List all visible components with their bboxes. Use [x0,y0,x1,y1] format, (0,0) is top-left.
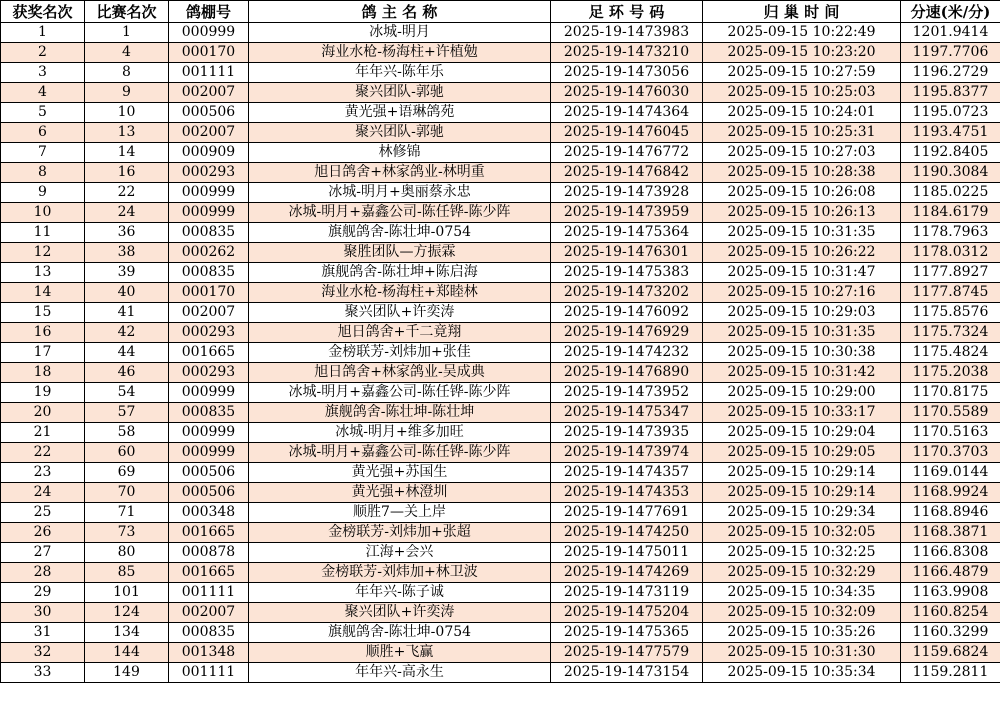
table-row [1,163,1000,183]
table-row [1,563,1000,583]
cell-return-time: 2025-09-15 10:31:30 [703,643,901,663]
cell-award-rank: 33 [1,663,85,683]
cell-return-time: 2025-09-15 10:26:08 [703,183,901,203]
cell-speed: 1168.9924 [901,483,1000,503]
cell-race-rank: 71 [85,503,169,523]
table-row [1,223,1000,243]
cell-loft-number: 002007 [169,83,249,103]
cell-award-rank: 15 [1,303,85,323]
cell-race-rank: 80 [85,543,169,563]
cell-speed: 1175.7324 [901,323,1000,343]
table-row [1,343,1000,363]
cell-owner-name: 聚兴团队-郭驰 [249,123,551,143]
cell-award-rank: 26 [1,523,85,543]
cell-race-rank: 9 [85,83,169,103]
cell-award-rank: 24 [1,483,85,503]
table-row [1,203,1000,223]
cell-ring-number: 2025-19-1473154 [551,663,703,683]
cell-award-rank: 32 [1,643,85,663]
cell-speed: 1170.8175 [901,383,1000,403]
cell-owner-name: 旭日鸽舍+千二竟翔 [249,323,551,343]
cell-ring-number: 2025-19-1476301 [551,243,703,263]
cell-owner-name: 冰城-明月+嘉鑫公司-陈任铧-陈少阵 [249,443,551,463]
cell-speed: 1169.0144 [901,463,1000,483]
cell-owner-name: 冰城-明月+嘉鑫公司-陈任铧-陈少阵 [249,383,551,403]
cell-ring-number: 2025-19-1473202 [551,283,703,303]
cell-owner-name: 旭日鸽舍+林家鸽业-吴成典 [249,363,551,383]
cell-award-rank: 7 [1,143,85,163]
cell-ring-number: 2025-19-1476045 [551,123,703,143]
cell-loft-number: 001665 [169,523,249,543]
cell-loft-number: 000348 [169,503,249,523]
cell-owner-name: 金榜联芳-刘炜加+林卫波 [249,563,551,583]
cell-ring-number: 2025-19-1473959 [551,203,703,223]
cell-ring-number: 2025-19-1474250 [551,523,703,543]
cell-speed: 1175.8576 [901,303,1000,323]
cell-award-rank: 29 [1,583,85,603]
header-loft-number: 鸽棚号 [169,1,249,23]
cell-owner-name: 年年兴-高永生 [249,663,551,683]
cell-ring-number: 2025-19-1475204 [551,603,703,623]
cell-award-rank: 4 [1,83,85,103]
table-row [1,23,1000,43]
header-award-rank: 获奖名次 [1,1,85,23]
cell-race-rank: 40 [85,283,169,303]
cell-race-rank: 41 [85,303,169,323]
cell-award-rank: 3 [1,63,85,83]
cell-loft-number: 000999 [169,203,249,223]
cell-loft-number: 000999 [169,183,249,203]
cell-ring-number: 2025-19-1477579 [551,643,703,663]
table-row [1,583,1000,603]
cell-return-time: 2025-09-15 10:34:35 [703,583,901,603]
cell-award-rank: 30 [1,603,85,623]
cell-race-rank: 8 [85,63,169,83]
table-row [1,463,1000,483]
cell-owner-name: 顺胜+飞赢 [249,643,551,663]
header-speed: 分速(米/分) [901,1,1000,23]
cell-race-rank: 44 [85,343,169,363]
cell-return-time: 2025-09-15 10:31:35 [703,223,901,243]
cell-return-time: 2025-09-15 10:29:14 [703,463,901,483]
cell-ring-number: 2025-19-1473935 [551,423,703,443]
cell-ring-number: 2025-19-1475383 [551,263,703,283]
cell-race-rank: 4 [85,43,169,63]
table-row [1,263,1000,283]
cell-award-rank: 28 [1,563,85,583]
cell-award-rank: 20 [1,403,85,423]
table-row [1,643,1000,663]
cell-race-rank: 60 [85,443,169,463]
cell-loft-number: 000506 [169,103,249,123]
cell-owner-name: 黄光强+苏国生 [249,463,551,483]
cell-award-rank: 1 [1,23,85,43]
cell-loft-number: 000999 [169,383,249,403]
cell-loft-number: 002007 [169,603,249,623]
cell-award-rank: 16 [1,323,85,343]
cell-owner-name: 金榜联芳-刘炜加+张超 [249,523,551,543]
cell-race-rank: 70 [85,483,169,503]
table-row [1,103,1000,123]
cell-race-rank: 13 [85,123,169,143]
cell-loft-number: 001111 [169,663,249,683]
cell-owner-name: 冰城-明月+奥丽蔡永忠 [249,183,551,203]
cell-ring-number: 2025-19-1475347 [551,403,703,423]
cell-owner-name: 海业水枪-杨海柱+许植勉 [249,43,551,63]
cell-ring-number: 2025-19-1477691 [551,503,703,523]
table-row [1,523,1000,543]
cell-owner-name: 聚兴团队+许奕涛 [249,603,551,623]
cell-race-rank: 39 [85,263,169,283]
cell-speed: 1178.0312 [901,243,1000,263]
cell-ring-number: 2025-19-1473119 [551,583,703,603]
cell-award-rank: 9 [1,183,85,203]
cell-speed: 1177.8927 [901,263,1000,283]
cell-ring-number: 2025-19-1474364 [551,103,703,123]
table-row [1,663,1000,683]
cell-race-rank: 134 [85,623,169,643]
cell-owner-name: 冰城-明月+维多加旺 [249,423,551,443]
cell-speed: 1160.3299 [901,623,1000,643]
cell-owner-name: 旭日鸽舍+林家鸽业-林明重 [249,163,551,183]
table-row [1,183,1000,203]
cell-race-rank: 73 [85,523,169,543]
cell-owner-name: 林修锦 [249,143,551,163]
cell-speed: 1170.5163 [901,423,1000,443]
cell-return-time: 2025-09-15 10:29:03 [703,303,901,323]
cell-return-time: 2025-09-15 10:29:04 [703,423,901,443]
cell-race-rank: 36 [85,223,169,243]
cell-race-rank: 85 [85,563,169,583]
cell-return-time: 2025-09-15 10:29:14 [703,483,901,503]
cell-ring-number: 2025-19-1474353 [551,483,703,503]
cell-return-time: 2025-09-15 10:22:49 [703,23,901,43]
cell-award-rank: 12 [1,243,85,263]
cell-speed: 1175.2038 [901,363,1000,383]
cell-owner-name: 旗舰鸽舍-陈壮坤-陈壮坤 [249,403,551,423]
cell-award-rank: 2 [1,43,85,63]
cell-return-time: 2025-09-15 10:31:35 [703,323,901,343]
cell-return-time: 2025-09-15 10:27:59 [703,63,901,83]
table-row [1,543,1000,563]
cell-speed: 1177.8745 [901,283,1000,303]
table-row [1,243,1000,263]
cell-race-rank: 46 [85,363,169,383]
table-row [1,483,1000,503]
cell-ring-number: 2025-19-1475011 [551,543,703,563]
cell-owner-name: 黄光强+林澄圳 [249,483,551,503]
cell-owner-name: 年年兴-陈子诚 [249,583,551,603]
cell-loft-number: 000909 [169,143,249,163]
cell-race-rank: 101 [85,583,169,603]
cell-speed: 1178.7963 [901,223,1000,243]
cell-award-rank: 13 [1,263,85,283]
cell-speed: 1159.6824 [901,643,1000,663]
cell-speed: 1193.4751 [901,123,1000,143]
cell-loft-number: 000999 [169,443,249,463]
cell-speed: 1166.8308 [901,543,1000,563]
cell-ring-number: 2025-19-1476772 [551,143,703,163]
header-race-rank: 比赛名次 [85,1,169,23]
cell-loft-number: 000293 [169,163,249,183]
cell-award-rank: 19 [1,383,85,403]
header-row [1,1,1000,23]
cell-ring-number: 2025-19-1473056 [551,63,703,83]
cell-loft-number: 001665 [169,563,249,583]
cell-speed: 1168.3871 [901,523,1000,543]
cell-loft-number: 000835 [169,403,249,423]
cell-loft-number: 000835 [169,263,249,283]
cell-owner-name: 冰城-明月 [249,23,551,43]
cell-award-rank: 18 [1,363,85,383]
cell-return-time: 2025-09-15 10:26:13 [703,203,901,223]
table-row [1,323,1000,343]
cell-ring-number: 2025-19-1474232 [551,343,703,363]
header-return-time: 归 巢 时 间 [703,1,901,23]
cell-loft-number: 000293 [169,323,249,343]
table-row [1,603,1000,623]
cell-race-rank: 24 [85,203,169,223]
header-owner-name: 鸽 主 名 称 [249,1,551,23]
table-row [1,363,1000,383]
cell-race-rank: 38 [85,243,169,263]
table-body [1,23,1000,683]
table-row [1,143,1000,163]
cell-ring-number: 2025-19-1475365 [551,623,703,643]
cell-return-time: 2025-09-15 10:29:00 [703,383,901,403]
cell-award-rank: 22 [1,443,85,463]
cell-speed: 1192.8405 [901,143,1000,163]
cell-loft-number: 002007 [169,123,249,143]
cell-award-rank: 10 [1,203,85,223]
cell-ring-number: 2025-19-1473983 [551,23,703,43]
table-row [1,303,1000,323]
cell-owner-name: 金榜联芳-刘炜加+张佳 [249,343,551,363]
cell-return-time: 2025-09-15 10:24:01 [703,103,901,123]
cell-ring-number: 2025-19-1476092 [551,303,703,323]
table-row [1,383,1000,403]
cell-race-rank: 54 [85,383,169,403]
cell-return-time: 2025-09-15 10:28:38 [703,163,901,183]
cell-return-time: 2025-09-15 10:30:38 [703,343,901,363]
table-row [1,423,1000,443]
cell-race-rank: 14 [85,143,169,163]
cell-speed: 1160.8254 [901,603,1000,623]
cell-loft-number: 001665 [169,343,249,363]
cell-owner-name: 江海+会兴 [249,543,551,563]
cell-return-time: 2025-09-15 10:32:25 [703,543,901,563]
cell-speed: 1166.4879 [901,563,1000,583]
cell-loft-number: 001111 [169,63,249,83]
cell-award-rank: 21 [1,423,85,443]
cell-ring-number: 2025-19-1476929 [551,323,703,343]
table-row [1,283,1000,303]
cell-return-time: 2025-09-15 10:25:03 [703,83,901,103]
cell-speed: 1184.6179 [901,203,1000,223]
cell-award-rank: 11 [1,223,85,243]
cell-speed: 1170.3703 [901,443,1000,463]
cell-return-time: 2025-09-15 10:32:09 [703,603,901,623]
cell-return-time: 2025-09-15 10:32:05 [703,523,901,543]
table-row [1,503,1000,523]
table-row [1,63,1000,83]
cell-ring-number: 2025-19-1476890 [551,363,703,383]
cell-speed: 1196.2729 [901,63,1000,83]
cell-speed: 1163.9908 [901,583,1000,603]
cell-race-rank: 58 [85,423,169,443]
cell-ring-number: 2025-19-1473210 [551,43,703,63]
cell-loft-number: 001111 [169,583,249,603]
cell-loft-number: 000170 [169,283,249,303]
cell-ring-number: 2025-19-1476842 [551,163,703,183]
cell-owner-name: 旗舰鸽舍-陈壮坤+陈启海 [249,263,551,283]
cell-owner-name: 聚兴团队+许奕涛 [249,303,551,323]
cell-award-rank: 8 [1,163,85,183]
cell-race-rank: 10 [85,103,169,123]
cell-speed: 1168.8946 [901,503,1000,523]
cell-speed: 1190.3084 [901,163,1000,183]
cell-loft-number: 000878 [169,543,249,563]
cell-return-time: 2025-09-15 10:31:47 [703,263,901,283]
cell-speed: 1170.5589 [901,403,1000,423]
cell-return-time: 2025-09-15 10:29:34 [703,503,901,523]
cell-speed: 1197.7706 [901,43,1000,63]
cell-speed: 1159.2811 [901,663,1000,683]
cell-award-rank: 6 [1,123,85,143]
cell-ring-number: 2025-19-1475364 [551,223,703,243]
cell-owner-name: 冰城-明月+嘉鑫公司-陈任铧-陈少阵 [249,203,551,223]
cell-owner-name: 黄光强+语琳鸽苑 [249,103,551,123]
cell-award-rank: 27 [1,543,85,563]
cell-race-rank: 16 [85,163,169,183]
cell-speed: 1195.8377 [901,83,1000,103]
cell-race-rank: 124 [85,603,169,623]
cell-return-time: 2025-09-15 10:33:17 [703,403,901,423]
cell-loft-number: 001348 [169,643,249,663]
cell-ring-number: 2025-19-1473928 [551,183,703,203]
cell-owner-name: 聚兴团队-郭驰 [249,83,551,103]
cell-loft-number: 000506 [169,463,249,483]
table-row [1,83,1000,103]
cell-award-rank: 17 [1,343,85,363]
cell-return-time: 2025-09-15 10:26:22 [703,243,901,263]
table-row [1,403,1000,423]
cell-owner-name: 旗舰鸽舍-陈壮坤-0754 [249,623,551,643]
cell-speed: 1195.0723 [901,103,1000,123]
cell-loft-number: 000170 [169,43,249,63]
cell-return-time: 2025-09-15 10:25:31 [703,123,901,143]
cell-race-rank: 57 [85,403,169,423]
cell-return-time: 2025-09-15 10:27:16 [703,283,901,303]
cell-loft-number: 000835 [169,223,249,243]
cell-loft-number: 000262 [169,243,249,263]
cell-race-rank: 22 [85,183,169,203]
table-row [1,43,1000,63]
cell-owner-name: 海业水枪-杨海柱+郑睦林 [249,283,551,303]
cell-award-rank: 23 [1,463,85,483]
cell-race-rank: 42 [85,323,169,343]
cell-ring-number: 2025-19-1473974 [551,443,703,463]
cell-ring-number: 2025-19-1473952 [551,383,703,403]
cell-owner-name: 年年兴-陈年乐 [249,63,551,83]
cell-award-rank: 31 [1,623,85,643]
table-row [1,623,1000,643]
cell-race-rank: 1 [85,23,169,43]
cell-award-rank: 14 [1,283,85,303]
cell-owner-name: 旗舰鸽舍-陈壮坤-0754 [249,223,551,243]
cell-speed: 1185.0225 [901,183,1000,203]
cell-return-time: 2025-09-15 10:35:34 [703,663,901,683]
cell-award-rank: 25 [1,503,85,523]
cell-return-time: 2025-09-15 10:32:29 [703,563,901,583]
cell-return-time: 2025-09-15 10:27:03 [703,143,901,163]
table-row [1,123,1000,143]
cell-race-rank: 69 [85,463,169,483]
cell-return-time: 2025-09-15 10:35:26 [703,623,901,643]
cell-race-rank: 144 [85,643,169,663]
cell-return-time: 2025-09-15 10:29:05 [703,443,901,463]
cell-ring-number: 2025-19-1474269 [551,563,703,583]
cell-speed: 1201.9414 [901,23,1000,43]
cell-ring-number: 2025-19-1474357 [551,463,703,483]
cell-loft-number: 000835 [169,623,249,643]
cell-loft-number: 000293 [169,363,249,383]
cell-owner-name: 顺胜7—关上岸 [249,503,551,523]
cell-speed: 1175.4824 [901,343,1000,363]
table-header [1,1,1000,23]
cell-owner-name: 聚胜团队—方振霖 [249,243,551,263]
cell-loft-number: 002007 [169,303,249,323]
cell-ring-number: 2025-19-1476030 [551,83,703,103]
header-ring-number: 足 环 号 码 [551,1,703,23]
cell-loft-number: 000999 [169,23,249,43]
table-row [1,443,1000,463]
cell-loft-number: 000506 [169,483,249,503]
cell-return-time: 2025-09-15 10:31:42 [703,363,901,383]
cell-race-rank: 149 [85,663,169,683]
cell-return-time: 2025-09-15 10:23:20 [703,43,901,63]
cell-loft-number: 000999 [169,423,249,443]
cell-award-rank: 5 [1,103,85,123]
